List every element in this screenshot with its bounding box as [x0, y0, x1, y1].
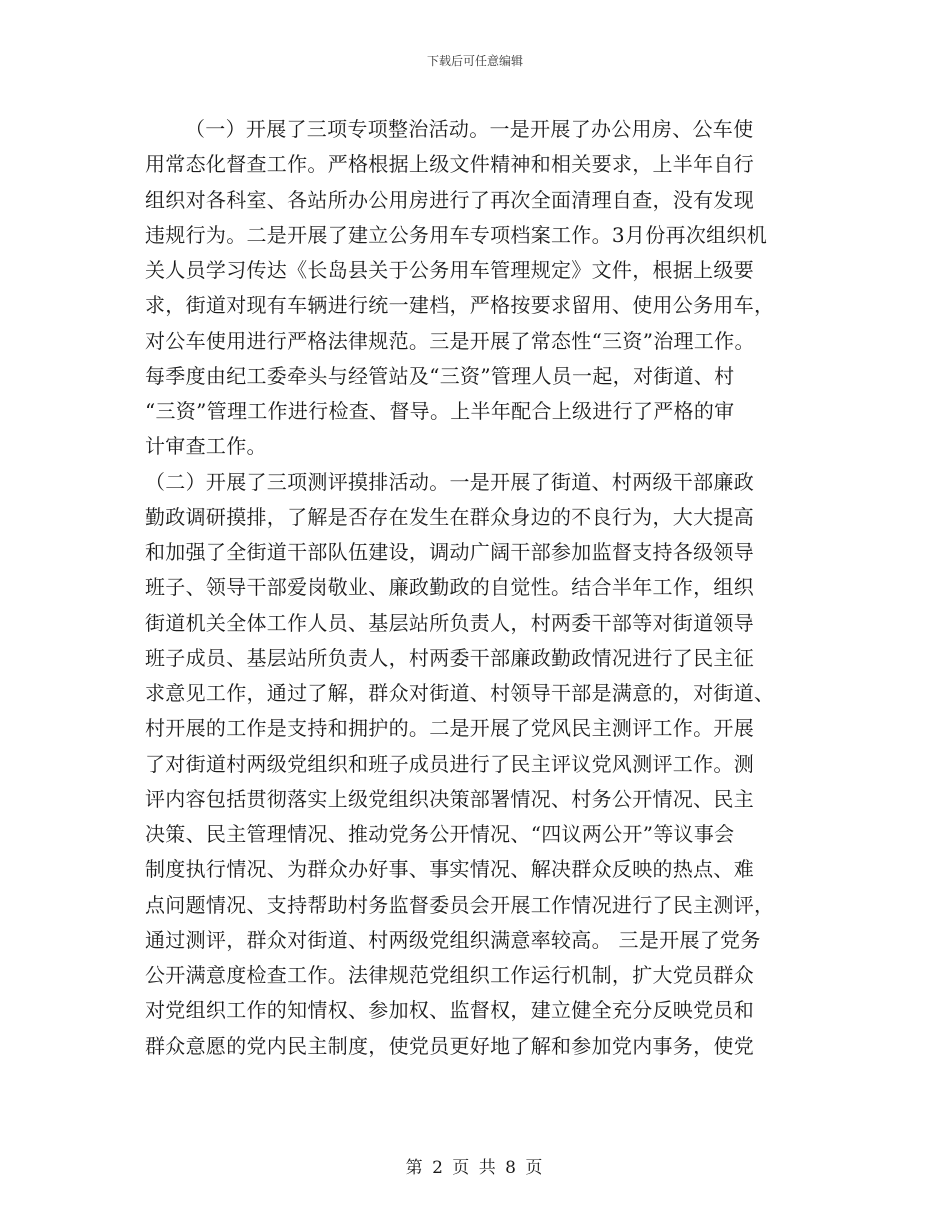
text-line: 决策、民主管理情况、推动党务公开情况、“四议两公开”等议事会: [145, 822, 735, 846]
text-line: （二）开展了三项测评摸排活动。一是开展了街道、村两级干部廉政: [145, 469, 754, 494]
text-line: 通过测评，群众对街道、村两级党组织满意率较高。 三是开展了党务: [145, 927, 761, 952]
text-line: 违规行为。二是开展了建立公务用车专项档案工作。3月份再次组织机: [145, 222, 768, 247]
text-line: 计审查工作。: [145, 434, 267, 459]
text-line: 了对街道村两级党组织和班子成员进行了民主评议党风测评工作。测: [145, 751, 754, 776]
text-line: 点问题情况、支持帮助村务监督委员会开展工作情况进行了民主测评，: [145, 892, 775, 917]
text-line: 每季度由纪工委牵头与经管站及“三资”管理人员一起，对街道、村: [145, 363, 735, 388]
page-header: 下载后可任意编辑: [426, 54, 523, 68]
text-line: 对公车使用进行严格法律规范。三是开展了常态性“三资”治理工作。: [145, 328, 755, 353]
text-line: 和加强了全街道干部队伍建设，调动广阔干部参加监督支持各级领导: [145, 540, 754, 564]
text-line: “三资”管理工作进行检查、督导。上半年配合上级进行了严格的审: [145, 399, 735, 423]
text-line: 班子、领导干部爱岗敬业、廉政勤政的自觉性。结合半年工作，组织: [145, 575, 754, 600]
text-line: 制度执行情况、为群众办好事、事实情况、解决群众反映的热点、难: [145, 857, 754, 882]
text-line: 村开展的工作是支持和拥护的。二是开展了党风民主测评工作。开展: [145, 716, 754, 741]
text-line: 公开满意度检查工作。法律规范党组织工作运行机制，扩大党员群众: [145, 963, 754, 987]
text-line: 求意见工作，通过了解，群众对街道、村领导干部是满意的，对街道、: [145, 681, 775, 705]
document-body: [145, 112, 805, 1064]
text-line: 评内容包括贯彻落实上级党组织决策部署情况、村务公开情况、民主: [145, 786, 754, 811]
text-line: （一）开展了三项专项整治活动。一是开展了办公用房、公车使: [185, 117, 754, 141]
text-line: 组织对各科室、各站所办公用房进行了再次全面清理自查，没有发现: [145, 187, 754, 212]
text-line: 班子成员、基层站所负责人，村两委干部廉政勤政情况进行了民主征: [145, 645, 754, 670]
text-line: 对党组织工作的知情权、参加权、监督权，建立健全充分反映党员和: [145, 998, 754, 1023]
text-line: 用常态化督查工作。严格根据上级文件精神和相关要求，上半年自行: [145, 152, 754, 177]
text-line: 勤政调研摸排，了解是否存在发生在群众身边的不良行为，大大提高: [145, 504, 754, 529]
text-line: 街道机关全体工作人员、基层站所负责人，村两委干部等对街道领导: [145, 610, 754, 635]
text-line: 群众意愿的党内民主制度，使党员更好地了解和参加党内事务，使党: [145, 1033, 754, 1058]
page-footer: 第 2 页 共 8 页: [405, 1158, 545, 1178]
text-line: 求，街道对现有车辆进行统一建档，严格按要求留用、使用公务用车，: [145, 293, 775, 318]
text-line: 关人员学习传达《长岛县关于公务用车管理规定》文件，根据上级要: [145, 258, 754, 282]
